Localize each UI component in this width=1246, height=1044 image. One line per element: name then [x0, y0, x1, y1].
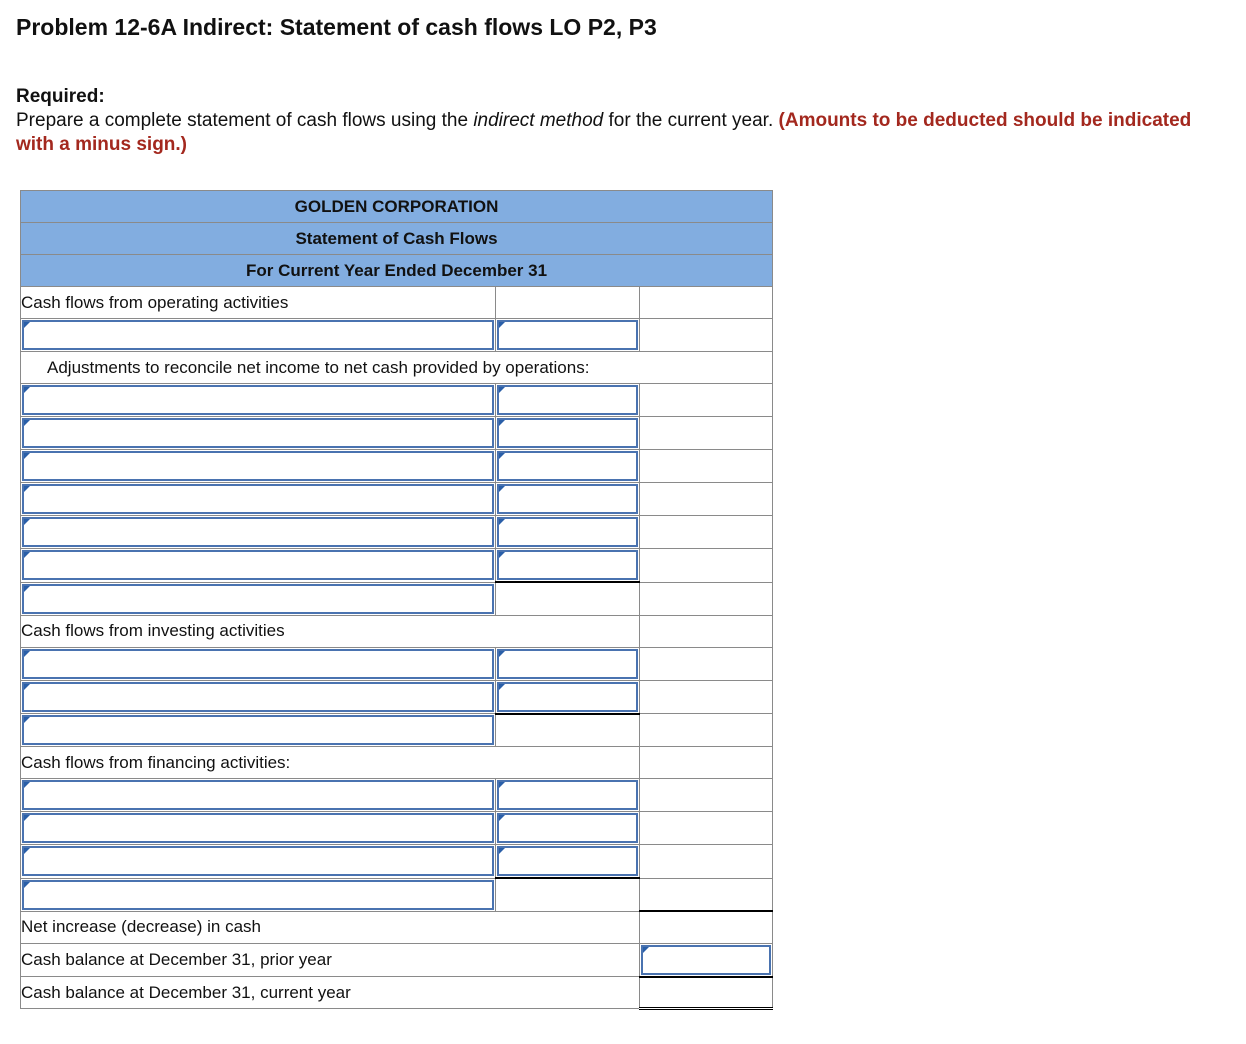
operating-total-label-input[interactable]	[22, 584, 494, 614]
operating-total-row	[21, 582, 773, 615]
operating-amount-input[interactable]	[497, 320, 638, 350]
investing-label-input[interactable]	[22, 649, 494, 679]
empty-cell	[496, 878, 640, 911]
financing-total-label-input[interactable]	[22, 880, 494, 910]
current-balance-amount	[640, 977, 773, 1009]
prior-balance-label: Cash balance at December 31, prior year	[21, 943, 640, 977]
adjustment-row	[21, 516, 773, 549]
prior-balance-row	[21, 943, 773, 977]
instruction-text	[16, 109, 1231, 157]
required-label: Required:	[16, 86, 105, 107]
net-income-row	[21, 319, 773, 352]
empty-cell	[640, 647, 773, 680]
empty-cell	[640, 878, 773, 911]
adjustment-row	[21, 549, 773, 583]
investing-amount-input[interactable]	[497, 649, 638, 679]
investing-label: Cash flows from investing activities	[21, 615, 640, 647]
instruction-pre: Prepare a complete statement of cash flows using the	[16, 110, 474, 131]
empty-cell	[640, 779, 773, 812]
financing-label-input[interactable]	[22, 780, 494, 810]
adjustment-row	[21, 483, 773, 516]
problem-title: Problem 12-6A Indirect: Statement of cash flows LO P2, P3	[16, 14, 657, 40]
adjustment-label-input[interactable]	[22, 550, 494, 580]
net-change-label: Net increase (decrease) in cash	[21, 911, 640, 943]
investing-total-label-input[interactable]	[22, 715, 494, 745]
adjustment-label-input[interactable]	[22, 517, 494, 547]
empty-cell	[640, 582, 773, 615]
adjustment-amount-input[interactable]	[497, 550, 638, 580]
adjustment-amount-input[interactable]	[497, 517, 638, 547]
adjustment-amount-input[interactable]	[497, 484, 638, 514]
financing-amount-input[interactable]	[497, 846, 638, 876]
adjustment-label-input[interactable]	[22, 385, 494, 415]
empty-cell	[640, 845, 773, 879]
financing-label-input[interactable]	[22, 813, 494, 843]
operating-label: Cash flows from operating activities	[21, 287, 496, 319]
adjustment-label-input[interactable]	[22, 484, 494, 514]
instruction-post: for the current year.	[603, 110, 779, 131]
investing-total-row	[21, 714, 773, 747]
adjustments-label: Adjustments to reconcile net income to net cash provided by operations:	[21, 352, 773, 384]
empty-cell	[496, 582, 640, 615]
operating-header-row	[21, 287, 773, 319]
empty-cell	[640, 615, 773, 647]
adjustment-row	[21, 417, 773, 450]
empty-cell	[640, 287, 773, 319]
empty-cell	[640, 450, 773, 483]
financing-row	[21, 779, 773, 812]
empty-cell	[496, 714, 640, 747]
empty-cell	[640, 516, 773, 549]
current-balance-row	[21, 977, 773, 1009]
company-name: GOLDEN CORPORATION	[21, 191, 773, 223]
instruction-emphasis: indirect method	[473, 110, 604, 131]
adjustment-label-input[interactable]	[22, 418, 494, 448]
empty-cell	[640, 483, 773, 516]
adjustment-row	[21, 450, 773, 483]
prior-balance-input[interactable]	[641, 945, 771, 975]
current-balance-label: Cash balance at December 31, current year	[21, 977, 640, 1009]
empty-cell	[640, 747, 773, 779]
empty-cell	[640, 812, 773, 845]
investing-label-input[interactable]	[22, 682, 494, 712]
financing-label: Cash flows from financing activities:	[21, 747, 640, 779]
financing-amount-input[interactable]	[497, 780, 638, 810]
empty-cell	[640, 319, 773, 352]
financing-total-row	[21, 878, 773, 911]
financing-row	[21, 812, 773, 845]
adjustment-amount-input[interactable]	[497, 451, 638, 481]
adjustments-header-row	[21, 352, 773, 384]
statement-name: Statement of Cash Flows	[21, 223, 773, 255]
investing-header-row	[21, 615, 773, 647]
investing-amount-input[interactable]	[497, 682, 638, 712]
adjustment-row	[21, 384, 773, 417]
investing-row	[21, 647, 773, 680]
operating-label-input[interactable]	[22, 320, 494, 350]
financing-label-input[interactable]	[22, 846, 494, 876]
financing-amount-input[interactable]	[497, 813, 638, 843]
net-change-row	[21, 911, 773, 943]
financing-row	[21, 845, 773, 879]
adjustment-label-input[interactable]	[22, 451, 494, 481]
net-change-amount	[640, 911, 773, 943]
empty-cell	[640, 417, 773, 450]
financing-header-row	[21, 747, 773, 779]
instruction-note: (Amounts to be deducted should be indicated with a minus sign.)	[16, 110, 1192, 155]
empty-cell	[640, 549, 773, 583]
empty-cell	[640, 384, 773, 417]
empty-cell	[496, 287, 640, 319]
adjustment-amount-input[interactable]	[497, 418, 638, 448]
investing-row	[21, 680, 773, 714]
empty-cell	[640, 714, 773, 747]
cash-flow-statement	[20, 190, 773, 1010]
adjustment-amount-input[interactable]	[497, 385, 638, 415]
empty-cell	[640, 680, 773, 714]
statement-period: For Current Year Ended December 31	[21, 255, 773, 287]
